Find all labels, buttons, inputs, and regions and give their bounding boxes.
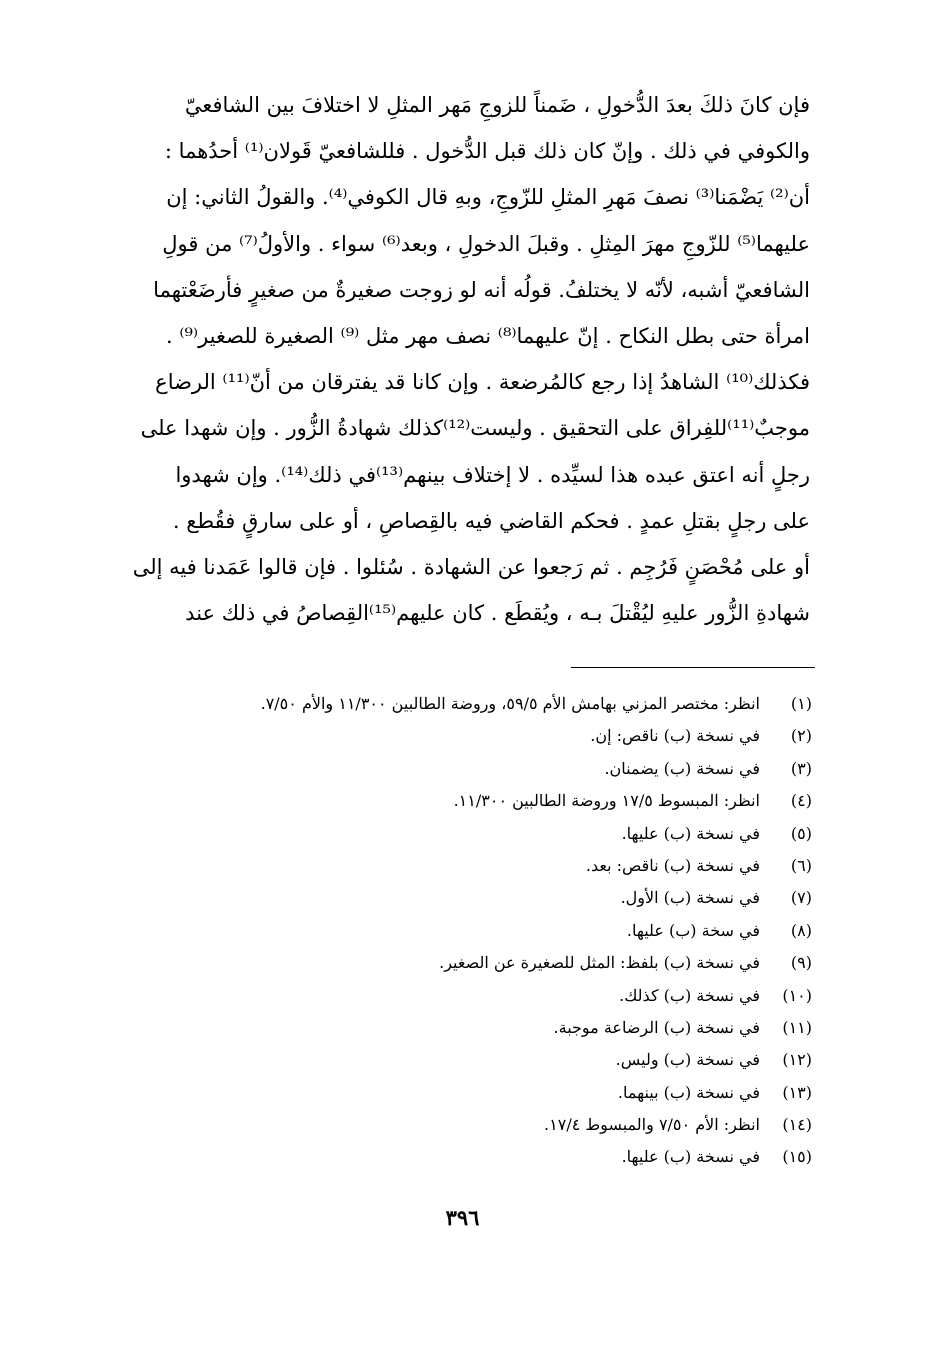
footnote-number: (١)	[790, 694, 812, 713]
footnote-text: في نسخة (ب) الرضاعة موجبة.	[553, 1017, 760, 1037]
footnote-item	[180, 1141, 812, 1173]
footnote-item	[180, 1044, 812, 1076]
footnote-number: (١٤)	[782, 1115, 812, 1135]
text-line: شهادةِ الزُّور عليهِ ليُقْتلَ بـه ، ويُقطَع . كان عليهم⁽¹⁵⁾القِصاصُ في ذلك عند	[185, 601, 810, 626]
footnote-text: في سخة (ب) عليها.	[626, 920, 760, 940]
text-line: موجبٌ⁽¹¹⁾للفِراق على التحقيق . وليست⁽¹²⁾كذلك شهادةُ الزُّور . وإن شهدا على	[140, 416, 810, 441]
main-text-block	[100, 82, 810, 636]
text-line: فكذلك⁽¹⁰⁾ الشاهدُ إذا رجع كالمُرضعة . وإن كانا قد يفترقان من أنّ⁽¹¹⁾ الرضاع	[155, 370, 810, 395]
page-number: ٣٩٦	[445, 1205, 480, 1230]
text-line: عليهما⁽⁵⁾ للزّوجِ مهرَ المِثلِ . وقبلَ الدخولِ ، وبعد⁽⁶⁾ سواء . والأولُ⁽⁷⁾ من قولِ	[162, 231, 810, 256]
footnote-text: في نسخة (ب) الأول.	[620, 888, 760, 908]
footnote-item	[180, 947, 812, 979]
footnote-number: (١٥)	[782, 1147, 812, 1167]
text-line: الشافعيّ أشبه، لأنّه لا يختلفُ. قولُه أنه لو زوجت صغيرةٌ من صغيرٍ فأرضَعْتهما	[153, 277, 810, 302]
text-line: على رجلٍ بقتلِ عمدٍ . فحكم القاضي فيه بالقِصاصِ ، أو على سارقٍ فقُطع .	[172, 508, 810, 533]
footnote-text: في نسخة (ب) كذلك.	[619, 985, 760, 1005]
footnote-item	[180, 1012, 812, 1044]
footnote-text: انظر: الأم ٧/٥٠ والمبسوط ١٧/٤.	[544, 1115, 760, 1135]
footnote-number: (١١)	[782, 1017, 812, 1037]
footnote-item	[180, 980, 812, 1012]
footnote-item	[180, 753, 812, 785]
footnote-number: (١٢)	[782, 1050, 812, 1070]
footnote-item	[180, 915, 812, 947]
footnote-number: (١٣)	[782, 1082, 812, 1102]
footnote-item	[180, 785, 812, 817]
footnote-number: (٩)	[790, 953, 812, 973]
footnote-text: انظر: مختصر المزني بهامش الأم ٥٩/٥، وروضة الطالبين ١١/٣٠٠ والأم ٧/٥٠.	[260, 694, 760, 713]
footnote-number: (٦)	[790, 855, 812, 875]
footnote-divider	[571, 667, 815, 668]
footnote-number: (٤)	[790, 791, 812, 811]
footnote-text: في نسخة (ب) ناقص: بعد.	[585, 855, 760, 875]
footnote-text: في نسخة (ب) بلفظ: المثل للصغيرة عن الصغير.	[439, 953, 760, 973]
footnote-number: (٢)	[790, 726, 812, 746]
text-line: أن⁽²⁾ يَضْمَنا⁽³⁾ نصفَ مَهرِ المثلِ للزّوجِ، وبهِ قال الكوفي⁽⁴⁾. والقولُ الثاني: إن	[166, 185, 810, 210]
footnote-number: (٣)	[790, 758, 812, 778]
footnote-item	[180, 720, 812, 752]
text-line: أو على مُحْصَنٍ فَرُجِم . ثم رَجعوا عن الشهادة . سُئلوا . فإن قالوا عَمَدنا فيه إلى	[132, 554, 810, 579]
footnote-text: انظر: المبسوط ١٧/٥ وروضة الطالبين ١١/٣٠٠.	[453, 791, 760, 811]
footnote-number: (١٠)	[782, 985, 812, 1005]
footnote-item	[180, 1077, 812, 1109]
footnote-text: في نسخة (ب) عليها.	[621, 823, 760, 843]
footnote-item	[180, 1109, 812, 1141]
text-line: امرأة حتى بطل النكاح . إنّ عليهما⁽⁸⁾ نصف مهر مثل ⁽⁹⁾ الصغيرة للصغير⁽⁹⁾ .	[165, 323, 810, 348]
footnote-text: في نسخة (ب) بينهما.	[617, 1082, 760, 1102]
footnote-item	[180, 818, 812, 850]
footnote-text: في نسخة (ب) وليس.	[615, 1050, 760, 1070]
footnote-text: في نسخة (ب) ناقص: إن.	[590, 726, 760, 746]
footnote-number: (٧)	[790, 888, 812, 908]
text-line: فإن كانَ ذلكَ بعدَ الدُّخولِ ، ضَمناً للزوجِ مَهر المثلِ لا اختلافَ بين الشافعيّ	[184, 93, 810, 117]
text-line: والكوفي في ذلك . وإنّ كان ذلك قبل الدُّخول . فللشافعيّ قَولان⁽¹⁾ أحدُهما :	[164, 139, 810, 164]
footnotes-list	[180, 688, 812, 1174]
footnote-item	[180, 850, 812, 882]
footnote-item	[180, 882, 812, 914]
footnote-number: (٥)	[790, 823, 812, 843]
footnote-number: (٨)	[790, 920, 812, 940]
text-line: رجلٍ أنه اعتق عبده هذا لسيِّده . لا إختلاف بينهم⁽¹³⁾في ذلك⁽¹⁴⁾. وإن شهدوا	[175, 462, 810, 487]
footnote-item	[180, 688, 812, 720]
footnote-text: في نسخة (ب) عليها.	[621, 1147, 760, 1167]
footnote-text: في نسخة (ب) يضمنان.	[604, 758, 760, 778]
